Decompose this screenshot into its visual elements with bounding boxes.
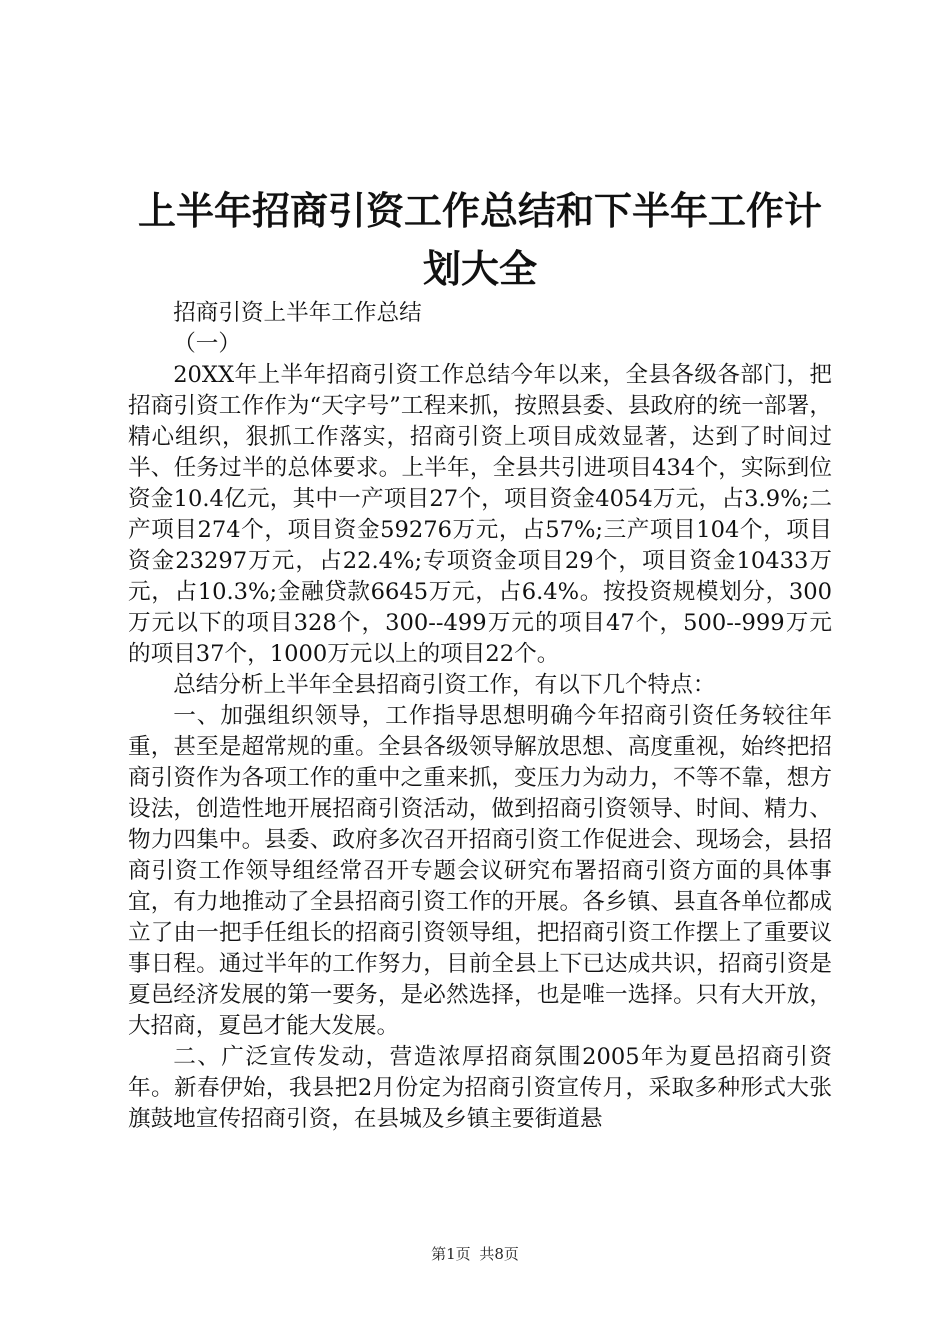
paragraph-overview: 20XX年上半年招商引资工作总结今年以来，全县各级各部门，把招商引资工作作为“天字号”工程来抓，按照县委、县政府的统一部署，精心组织，狠抓工作落实，招商引资上项目成效显著，达到了时间过半、任务过半的总体要求。上半年，全县共引进项目434个，实际到位资金10.4亿元，其中一产项目27个，项目资金4054万元，占3.9%;二产项目274个，项目资金59276万元，占57%;三产项目104个，项目资金23297万元，占22.4%;专项资金项目29个，项目资金10433万元，占10.3%;金融贷款6645万元，占6.4%。按投资规模划分，300万元以下的项目328个，300--499万元的项目47个，500--999万元的项目37个，1000万元以上的项目22个。 [128, 362, 832, 667]
document-title: 上半年招商引资工作总结和下半年工作计划大全 [137, 188, 822, 291]
section-heading: 招商引资上半年工作总结 [173, 300, 422, 326]
section-number: （一） [173, 331, 241, 357]
page-number: 第1页 [431, 1245, 471, 1263]
paragraph-point-one: 一、加强组织领导，工作指导思想明确今年招商引资任务较往年重，甚至是超常规的重。全县各级领导解放思想、高度重视，始终把招商引资作为各项工作的重中之重来抓，变压力为动力，不等不靠，想方设法，创造性地开展招商引资活动，做到招商引资领导、时间、精力、物力四集中。县委、政府多次召开招商引资工作促进会、现场会，县招商引资工作领导组经常召开专题会议研究布署招商引资方面的具体事宜，有力地推动了全县招商引资工作的开展。各乡镇、县直各单位都成立了由一把手任组长的招商引资领导组，把招商引资工作摆上了重要议事日程。通过半年的工作努力，目前全县上下已达成共识，招商引资是夏邑经济发展的第一要务，是必然选择，也是唯一选择。只有大开放，大招商，夏邑才能大发展。 [128, 703, 832, 1039]
page-total: 共8页 [479, 1245, 519, 1263]
document-body [128, 298, 832, 1135]
paragraph-features-intro: 总结分析上半年全县招商引资工作，有以下几个特点： [173, 672, 716, 698]
paragraph-point-two: 二、广泛宣传发动，营造浓厚招商氛围2005年为夏邑招商引资年。新春伊始，我县把2月份定为招商引资宣传月，采取多种形式大张旗鼓地宣传招商引资，在县城及乡镇主要街道悬 [128, 1044, 832, 1132]
page-footer [0, 1244, 950, 1264]
